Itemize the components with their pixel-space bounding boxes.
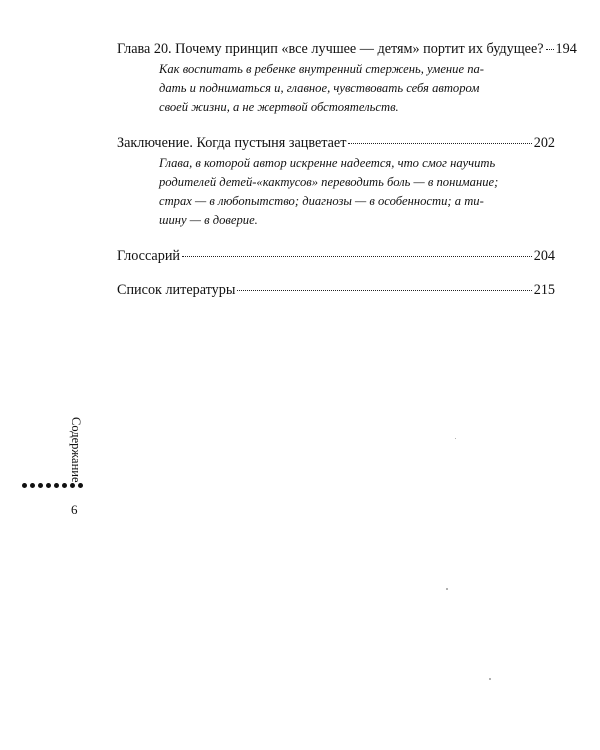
description-line: Как воспитать в ребенке внутренний стержень, умение па- [159, 62, 484, 76]
toc-entry-title: Заключение. Когда пустыня зацветает [117, 135, 347, 151]
toc-entry-glossary[interactable] [117, 247, 555, 266]
toc-entry-title: Глоссарий [117, 248, 181, 264]
description-line: страх — в любопытство; диагнозы — в особенности; а ти- [159, 194, 484, 208]
dotted-line-ornament-icon [22, 483, 83, 491]
section-label: Содержание [69, 417, 83, 483]
toc-entry-description [159, 154, 555, 230]
description-line: родителей детей-«кактусов» переводить боль — в понимание; [159, 175, 499, 189]
toc-entry-title: Список литературы [117, 282, 236, 298]
scan-speck [489, 678, 491, 680]
description-line: Глава, в которой автор искренне надеется, что смог научить [159, 156, 496, 170]
dot-leader [237, 289, 531, 291]
toc-entry-description [159, 60, 555, 117]
scan-speck [446, 588, 448, 590]
toc-entry-page: 194 [555, 41, 577, 57]
toc-entry-conclusion[interactable] [117, 134, 555, 153]
table-of-contents [117, 40, 577, 300]
dot-leader [546, 48, 554, 50]
dot-leader [182, 255, 532, 257]
page-number: 6 [71, 502, 78, 517]
toc-entry-title: Глава 20. Почему принцип «все лучшее — детям» портит их будущее? [117, 41, 544, 57]
description-line: дать и подниматься и, главное, чувствовать себя автором [159, 81, 480, 95]
toc-entry-chapter-20[interactable] [117, 40, 577, 59]
toc-entry-page: 204 [533, 248, 555, 264]
toc-entry-page: 202 [533, 135, 555, 151]
description-line: шину — в доверие. [159, 213, 258, 227]
dot-leader [348, 142, 531, 144]
toc-entry-bibliography[interactable] [117, 281, 555, 300]
scan-speck [455, 438, 456, 439]
toc-entry-page: 215 [533, 282, 555, 298]
description-line: своей жизни, а не жертвой обстоятельств. [159, 100, 399, 114]
